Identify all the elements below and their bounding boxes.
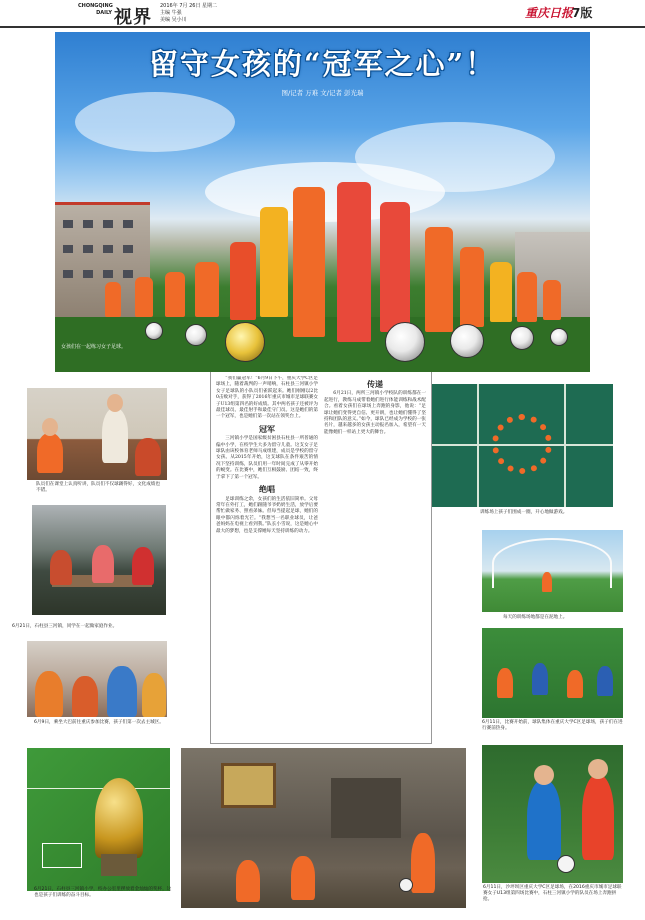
byline: 图/记者 万难 文/记者 彭光瑞 — [281, 89, 364, 97]
player-figure — [165, 272, 185, 317]
photo-warmup — [482, 628, 623, 718]
soccer-ball — [385, 322, 425, 362]
persist-paragraph: 足球训练之余，女孩们的生活依旧简单。父母常年在外打工，她们跟随爷爷奶奶生活，放学后要帮忙做家务、照看弟妹。但每当提起足球，她们的眼中都闪烁着光芒。“我想当一名职业球员，让爸爸妈妈在电视上看到我。”队长小雪说，这是她心中最大的梦想，也是支撑她每天坚持训练的动力。 — [216, 496, 318, 534]
article-body — [210, 372, 432, 744]
article-intro: “我们赢冠军！”6月9日下午，重庆大学C区足球场上，随着裁判的一声哨响，石柱县三河镇小学女子足球队的小队员们雀跃起来。她们刚刚以2比0击败对手，获得了2016年重庆市城市足球联赛女子U13组第四名的好成绩。其中两名孩子还被评为最佳球员、最佳射手和最佳守门员。这是她们的第一个冠军，也是她们第一次站在领奖台上。 — [216, 376, 318, 420]
soccer-ball — [450, 324, 484, 358]
designer-credit: 美编 吴小川 — [160, 17, 187, 23]
caption-trophy: 6月21日，石柱县三河镇小学，校办公室里摆放着金灿灿的奖杯，这也是孩子们训练的奋斗目标。 — [34, 887, 172, 899]
photo-bus — [27, 641, 167, 717]
hero-caption: 女孩们在一起练习女子足球。 — [61, 344, 127, 350]
soccer-ball — [225, 322, 265, 362]
caption-goal: 每天的训练场地都是在泥地上。 — [503, 615, 568, 620]
player-figure — [293, 187, 325, 337]
caption-match: 6月11日，沙坪坝区重庆大学C区足球场，在2016重庆市城市足球联赛女子U13组第四场比赛中，石柱三河镇小学的队员在场上奔跑拼抢。 — [483, 885, 622, 903]
player-figure — [460, 247, 484, 327]
page-number: 7版 — [572, 6, 593, 20]
soccer-ball — [145, 322, 163, 340]
photo-old-house — [181, 748, 466, 908]
hero-photo — [55, 32, 590, 372]
dream-paragraph: 6月21日，两所三河镇小学校队的训练都在一起进行，教练马成带着她们进行体能训练和战术配合。看着女孩们在球场上奔跑的身影，他说：“足球让她们变得更自信、更开朗，也让她们懂得了坚持和团队的意义。”如今，球队已经成为学校的一张名片，越来越多的女孩主动报名加入，希望有一天能像她们一样站上更大的舞台。 — [324, 391, 426, 435]
photo-classroom — [27, 388, 167, 480]
issue-date: 2016年 7月 26日 星期二 — [160, 3, 218, 9]
photo-goal-training — [482, 530, 623, 612]
soccer-ball — [510, 326, 534, 350]
player-figure — [230, 242, 256, 320]
player-figure — [337, 182, 371, 342]
subhead-persist: 绝唱 — [259, 484, 275, 495]
photo-trophy — [27, 748, 170, 891]
article-column-right — [324, 376, 426, 739]
player-figure — [105, 282, 121, 317]
player-figure — [135, 277, 153, 317]
caption-circle: 训练场上孩子们围成一圈，开心地做游戏。 — [480, 510, 568, 515]
article-column-left — [216, 376, 318, 739]
editor-credit: 主编 牛强 — [160, 10, 182, 16]
soccer-ball — [550, 328, 568, 346]
photo-homework — [32, 505, 166, 615]
caption-warmup: 6月11日，比赛开始前，球队集体在重庆大学C区足球场，孩子们在进行赛前热身。 — [482, 720, 623, 732]
section-title: 视界 — [114, 7, 152, 28]
caption-bus: 6月9日，乘坐大巴前往重庆参加比赛，孩子们第一次去主城区。 — [34, 720, 164, 725]
subhead-champion: 冠军 — [259, 423, 275, 434]
soccer-ball — [185, 324, 207, 346]
photo-match — [482, 745, 623, 883]
paper-name: 重庆日报 — [525, 6, 574, 20]
player-figure — [517, 272, 537, 322]
caption-classroom: 队员们在课堂上认真听讲，队员们不仅球踢得好，文化成绩也不错。 — [36, 482, 161, 494]
caption-homework: 6月21日，石柱县三河镇，同学在一起做家庭作业。 — [12, 624, 118, 629]
champion-paragraph: 三河镇小学是国家级贫困县石柱县一所普通的偏中小学，在校学生大多为留守儿童。这支女子足球队由该校体育老师马成组建，成员是学校的留守女孩。从2015年开始，这支球队在条件艰苦的情况下坚持训练，队员们用一年时间完成了从零开始的蜕变。在比赛中，她们互相鼓励、团结一致，终于拿下了第一个冠军。 — [216, 436, 318, 480]
player-figure — [543, 280, 561, 320]
headline: 留守女孩的“冠军之心”！ — [148, 47, 497, 81]
subhead-dream: 传递 — [367, 379, 383, 389]
paper-logo-english — [78, 3, 112, 17]
player-figure — [260, 207, 288, 317]
logo-line-1: CHONGQING — [78, 3, 113, 9]
player-figure — [195, 262, 219, 317]
issue-meta — [160, 3, 217, 24]
photo-circle-aerial — [432, 384, 613, 507]
player-figure — [380, 202, 410, 332]
logo-line-2: DAILY — [96, 10, 112, 16]
player-figure — [490, 262, 512, 322]
masthead — [0, 0, 645, 28]
player-figure — [425, 227, 453, 332]
